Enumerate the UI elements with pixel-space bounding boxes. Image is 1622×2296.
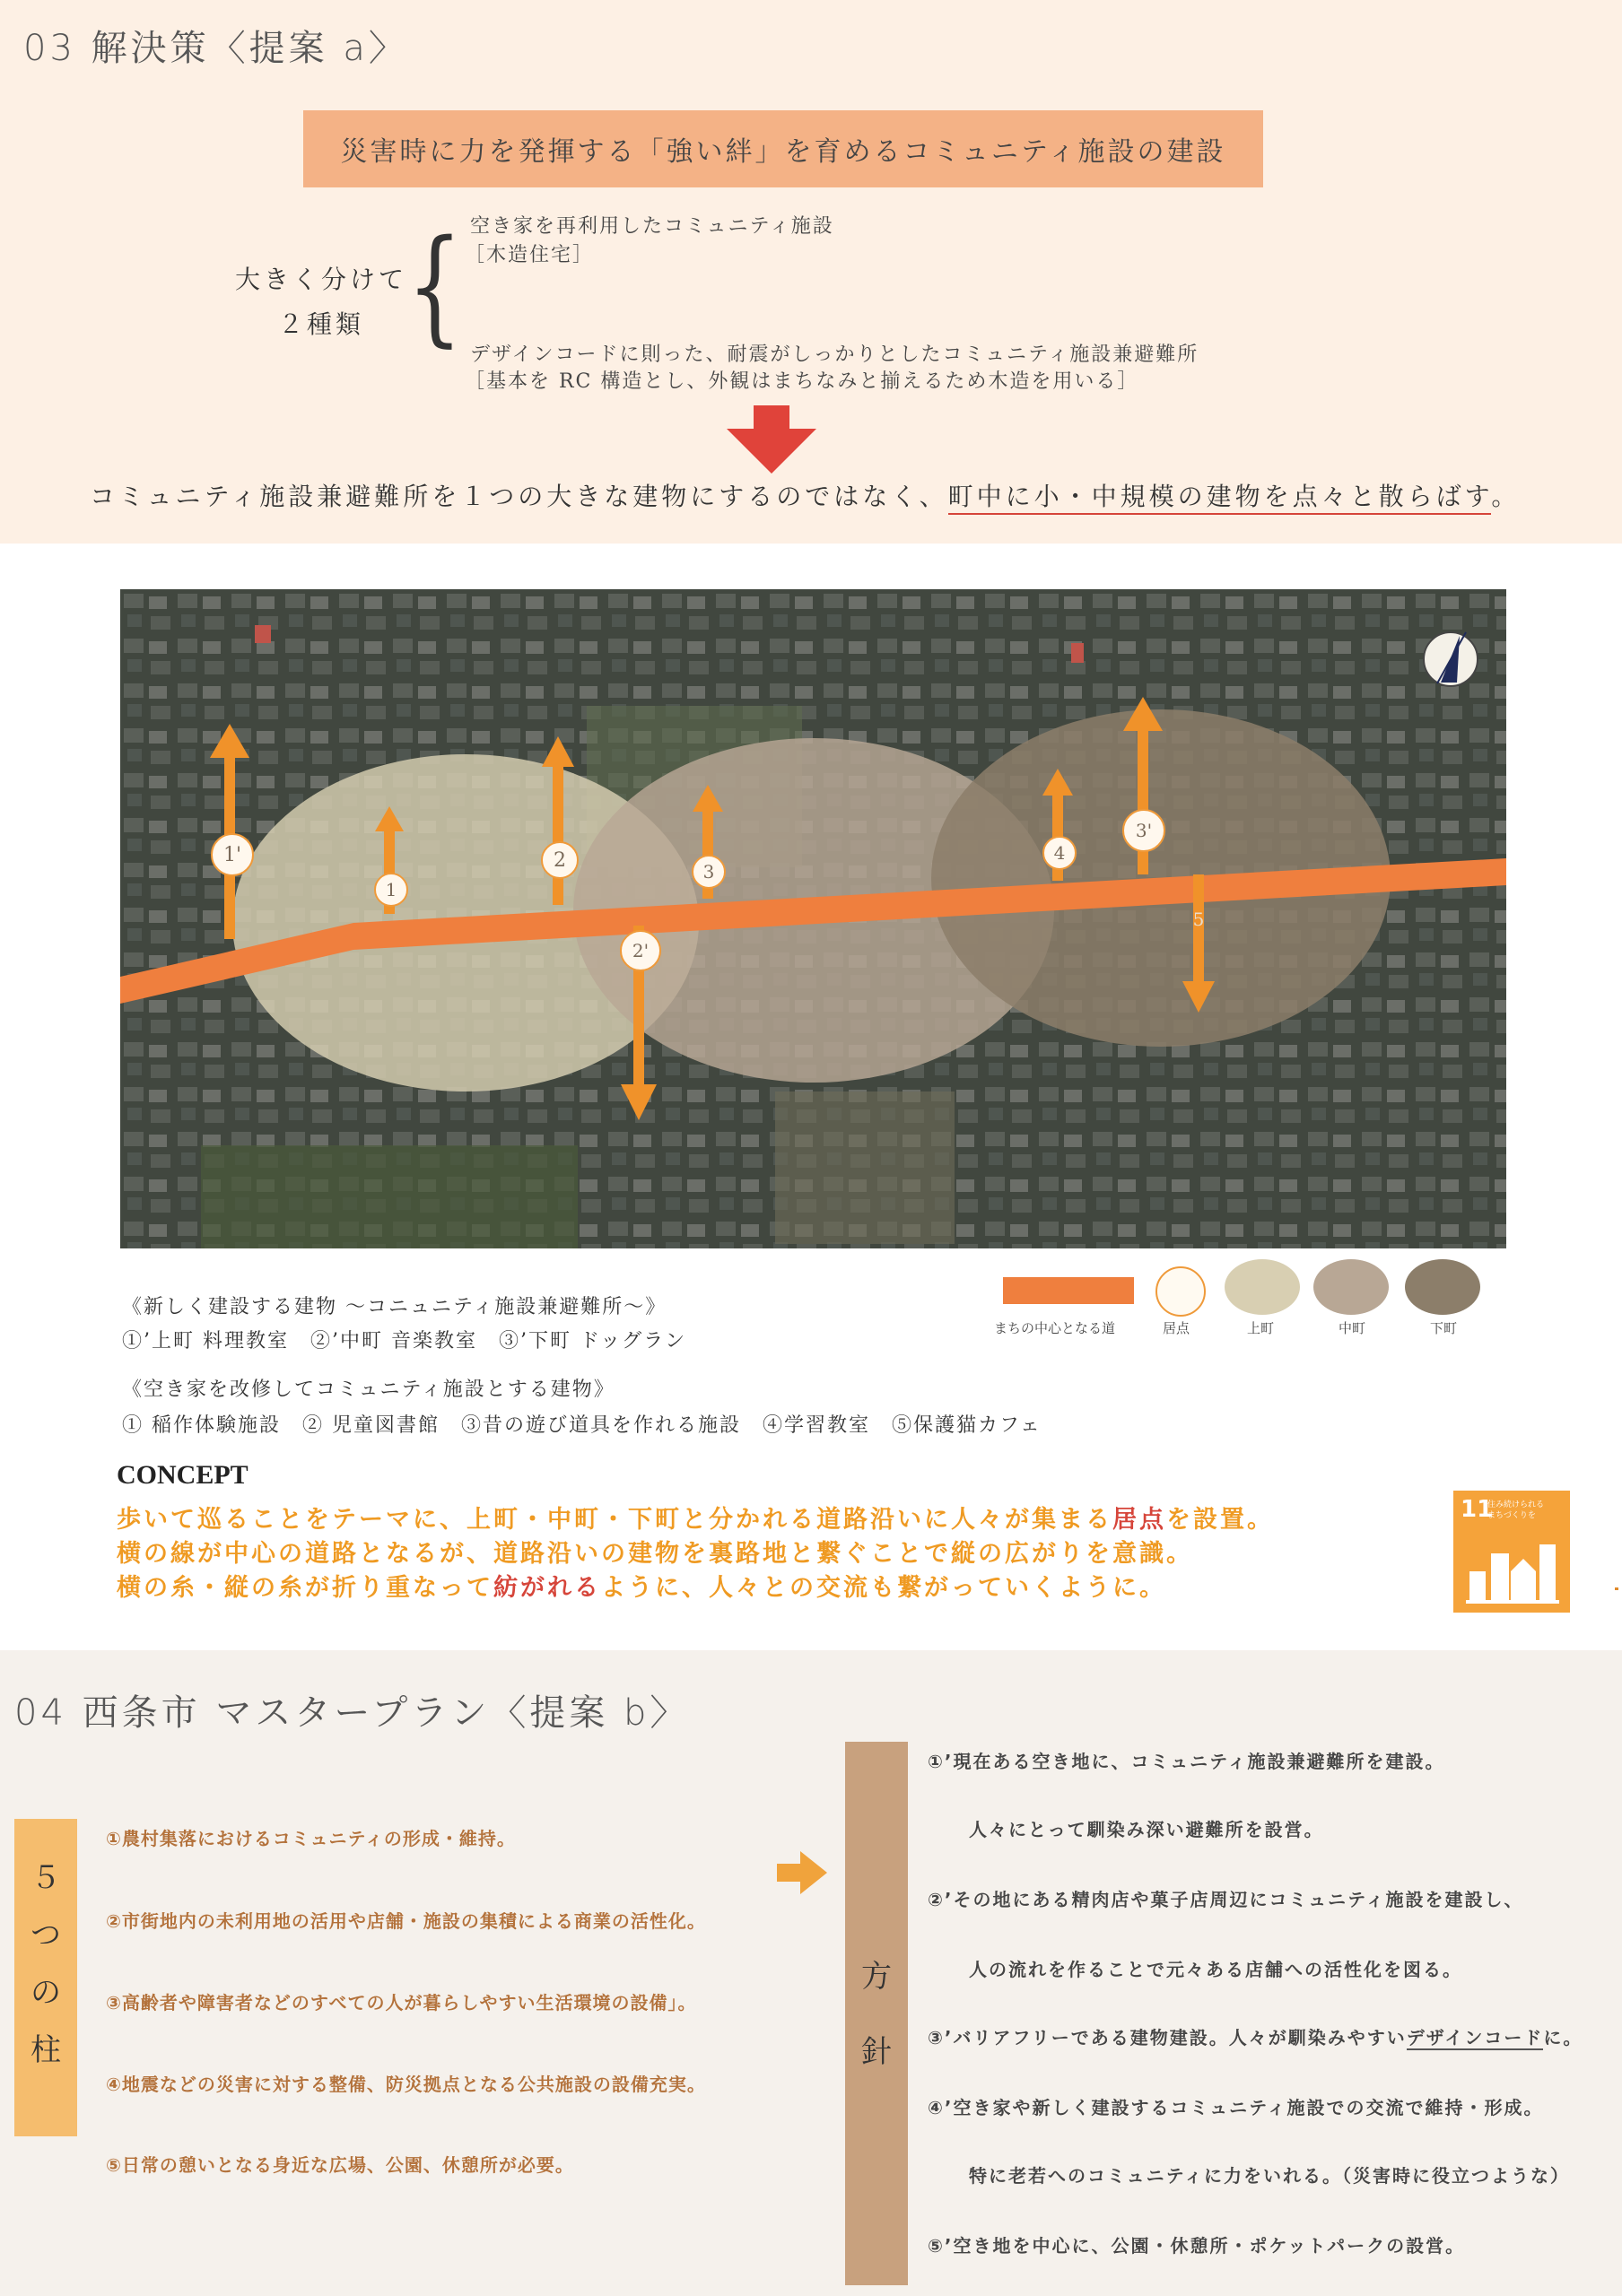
concept-line-3-a: 横の糸・縦の糸が折り重なって	[117, 1574, 493, 1602]
concept-line-2: 横の線が中心の道路となるが、道路沿いの建物を裏路地と繋ぐことで縦の広がりを意識。	[117, 1540, 1193, 1568]
policy-item-2: ②’その地にある精肉店や菓子店周辺にコミュニティ施設を建設し、	[928, 1889, 1524, 1910]
pillars-label-char-3: の	[31, 1975, 61, 2011]
aerial-map	[120, 589, 1506, 1248]
pillars-label-char-1: ５	[31, 1860, 61, 1896]
legend-road-label: まちの中心となる道	[994, 1320, 1116, 1336]
concept-line-3-c: ように、人々との交流も繋がっていくように。	[601, 1574, 1166, 1602]
legend-shimo-label: 下町	[1430, 1320, 1458, 1336]
concept-keyword-woven: 紡がれる	[493, 1574, 601, 1602]
right-arrow-icon	[777, 1851, 827, 1894]
policy-item-5: ⑤’空き地を中心に、公園・休憩所・ポケットパークの設営。	[928, 2235, 1466, 2257]
section-4-title: 04 西条市 マスタープラン〈提案 b〉	[14, 1692, 690, 1734]
policy-item-1: ①’現在ある空き地に、コミュニティ施設兼避難所を建設。	[928, 1751, 1445, 1772]
marker-3[interactable]: 3	[692, 855, 726, 889]
legend-base-label: 居点	[1163, 1320, 1190, 1336]
policy-label-char-1: 方	[861, 1959, 892, 1995]
marker-1prime[interactable]: 1'	[211, 833, 254, 876]
concept-heading: CONCEPT	[117, 1460, 249, 1490]
statement-part-a: コミュニティ施設兼避難所を１つの大きな建物にするのではなく、	[90, 482, 948, 511]
down-arrow-icon	[727, 405, 816, 474]
legend-naka-swatch	[1313, 1259, 1389, 1315]
pillars-label-char-2: つ	[31, 1918, 61, 1953]
proposal-statement	[90, 477, 1520, 513]
policy-label-box	[845, 1742, 908, 2285]
curly-brace-icon: {	[406, 213, 463, 360]
marker-5[interactable]: 5	[1192, 909, 1205, 930]
stray-dot	[1615, 1587, 1618, 1590]
concept-line-1-c: を設置。	[1166, 1506, 1274, 1534]
sdg-text-1: 住み続けられる	[1487, 1500, 1545, 1509]
pillar-item-3: ③高齢者や障害者などのすべての人が暮らしやすい生活環境の設備」。	[106, 1992, 697, 2013]
policy-item-3-a: ③’バリアフリーである建物建設。人々が馴染みやすい	[928, 2027, 1407, 2048]
pillar-item-5: ⑤日常の憩いとなる身近な広場、公園、休憩所が必要。	[106, 2154, 574, 2176]
pillar-item-2: ②市街地内の未利用地の活用や店舗・施設の集積による商業の活性化。	[106, 1910, 706, 1932]
legend-kami-label: 上町	[1247, 1320, 1275, 1336]
pillar-item-4: ④地震などの災害に対する整備、防災拠点となる公共施設の設備充実。	[106, 2074, 706, 2095]
statement-end: 。	[1491, 482, 1521, 511]
marker-layer	[120, 589, 1506, 1248]
policy-item-1-cont: 人々にとって馴染み深い避難所を設営。	[969, 1819, 1324, 1840]
pillars-label-box	[14, 1819, 77, 2136]
policy-label	[845, 1742, 908, 2090]
policy-label-char-2: 針	[861, 2034, 892, 2070]
sdg-11-badge	[1453, 1491, 1570, 1613]
legend-naka-label: 中町	[1339, 1320, 1366, 1336]
reuse-buildings-title: 《空き家を改修してコミュニティ施設とする建物》	[122, 1378, 615, 1401]
proposal-banner: 災害時に力を発揮する「強い絆」を育めるコミュニティ施設の建設	[303, 110, 1263, 187]
policy-item-3-end: に。	[1543, 2027, 1583, 2048]
concept-line-1-a: 歩いて巡ることをテーマに、上町・中町・下町と分かれる道路沿いに人々が集まる	[117, 1506, 1112, 1534]
policy-item-4: ④’空き家や新しく建設するコミュニティ施設での交流で維持・形成。	[928, 2097, 1544, 2118]
sdg-number: 11	[1461, 1496, 1494, 1523]
category-label-1: 大きく分けて	[235, 265, 408, 294]
type1-line2: ［木造住宅］	[465, 244, 595, 266]
new-buildings-items: ①’上町 料理教室 ②’中町 音楽教室 ③’下町 ドッグラン	[122, 1330, 687, 1352]
legend-road-swatch	[1003, 1277, 1134, 1304]
policy-item-3	[928, 2023, 1583, 2049]
pillars-label-char-4: 柱	[31, 2032, 61, 2068]
sdg-text-2: まちづくりを	[1487, 1511, 1536, 1520]
new-buildings-title: 《新しく建設する建物 〜コニュニティ施設兼避難所〜》	[122, 1296, 667, 1318]
pillars-label	[14, 1819, 77, 2079]
section-3-title: 03 解決策〈提案 a〉	[23, 28, 408, 69]
policy-design-code: デザインコード	[1406, 2027, 1544, 2048]
type1-line1: 空き家を再利用したコミュニティ施設	[470, 215, 834, 238]
reuse-buildings-items: ① 稲作体験施設 ② 児童図書館 ③昔の遊び道具を作れる施設 ④学習教室 ⑤保護猫カフェ	[122, 1414, 1042, 1437]
type2-line2: ［基本を RC 構造とし、外観はまちなみと揃えるため木造を用いる］	[465, 370, 1139, 393]
legend-shimo-swatch	[1405, 1259, 1480, 1315]
policy-item-4-cont: 特に老若へのコミュニティに力をいれる。（災害時に役立つような）	[969, 2165, 1570, 2187]
marker-2[interactable]: 2	[541, 841, 579, 879]
marker-4[interactable]: 4	[1042, 836, 1077, 870]
statement-highlight: 町中に小・中規模の建物を点々と散らばす	[948, 482, 1492, 515]
marker-2prime[interactable]: 2'	[620, 930, 661, 971]
city-buildings-icon	[1466, 1535, 1559, 1604]
pillar-item-1: ①農村集落におけるコミュニティの形成・維持。	[106, 1828, 516, 1849]
legend-kami-swatch	[1225, 1259, 1300, 1315]
concept-line-1	[117, 1503, 1274, 1537]
marker-1[interactable]: 1	[374, 873, 408, 907]
marker-3prime[interactable]: 3'	[1122, 809, 1165, 852]
policy-item-2-cont: 人の流れを作ることで元々ある店舗への活性化を図る。	[969, 1959, 1462, 1980]
concept-line-3	[117, 1571, 1166, 1605]
sdg-text	[1487, 1500, 1544, 1521]
concept-keyword-base: 居点	[1112, 1506, 1166, 1534]
type2-line1: デザインコードに則った、耐震がしっかりとしたコミュニティ施設兼避難所	[470, 344, 1199, 366]
category-label-2: ２種類	[278, 309, 365, 339]
legend-base-swatch	[1155, 1266, 1206, 1317]
